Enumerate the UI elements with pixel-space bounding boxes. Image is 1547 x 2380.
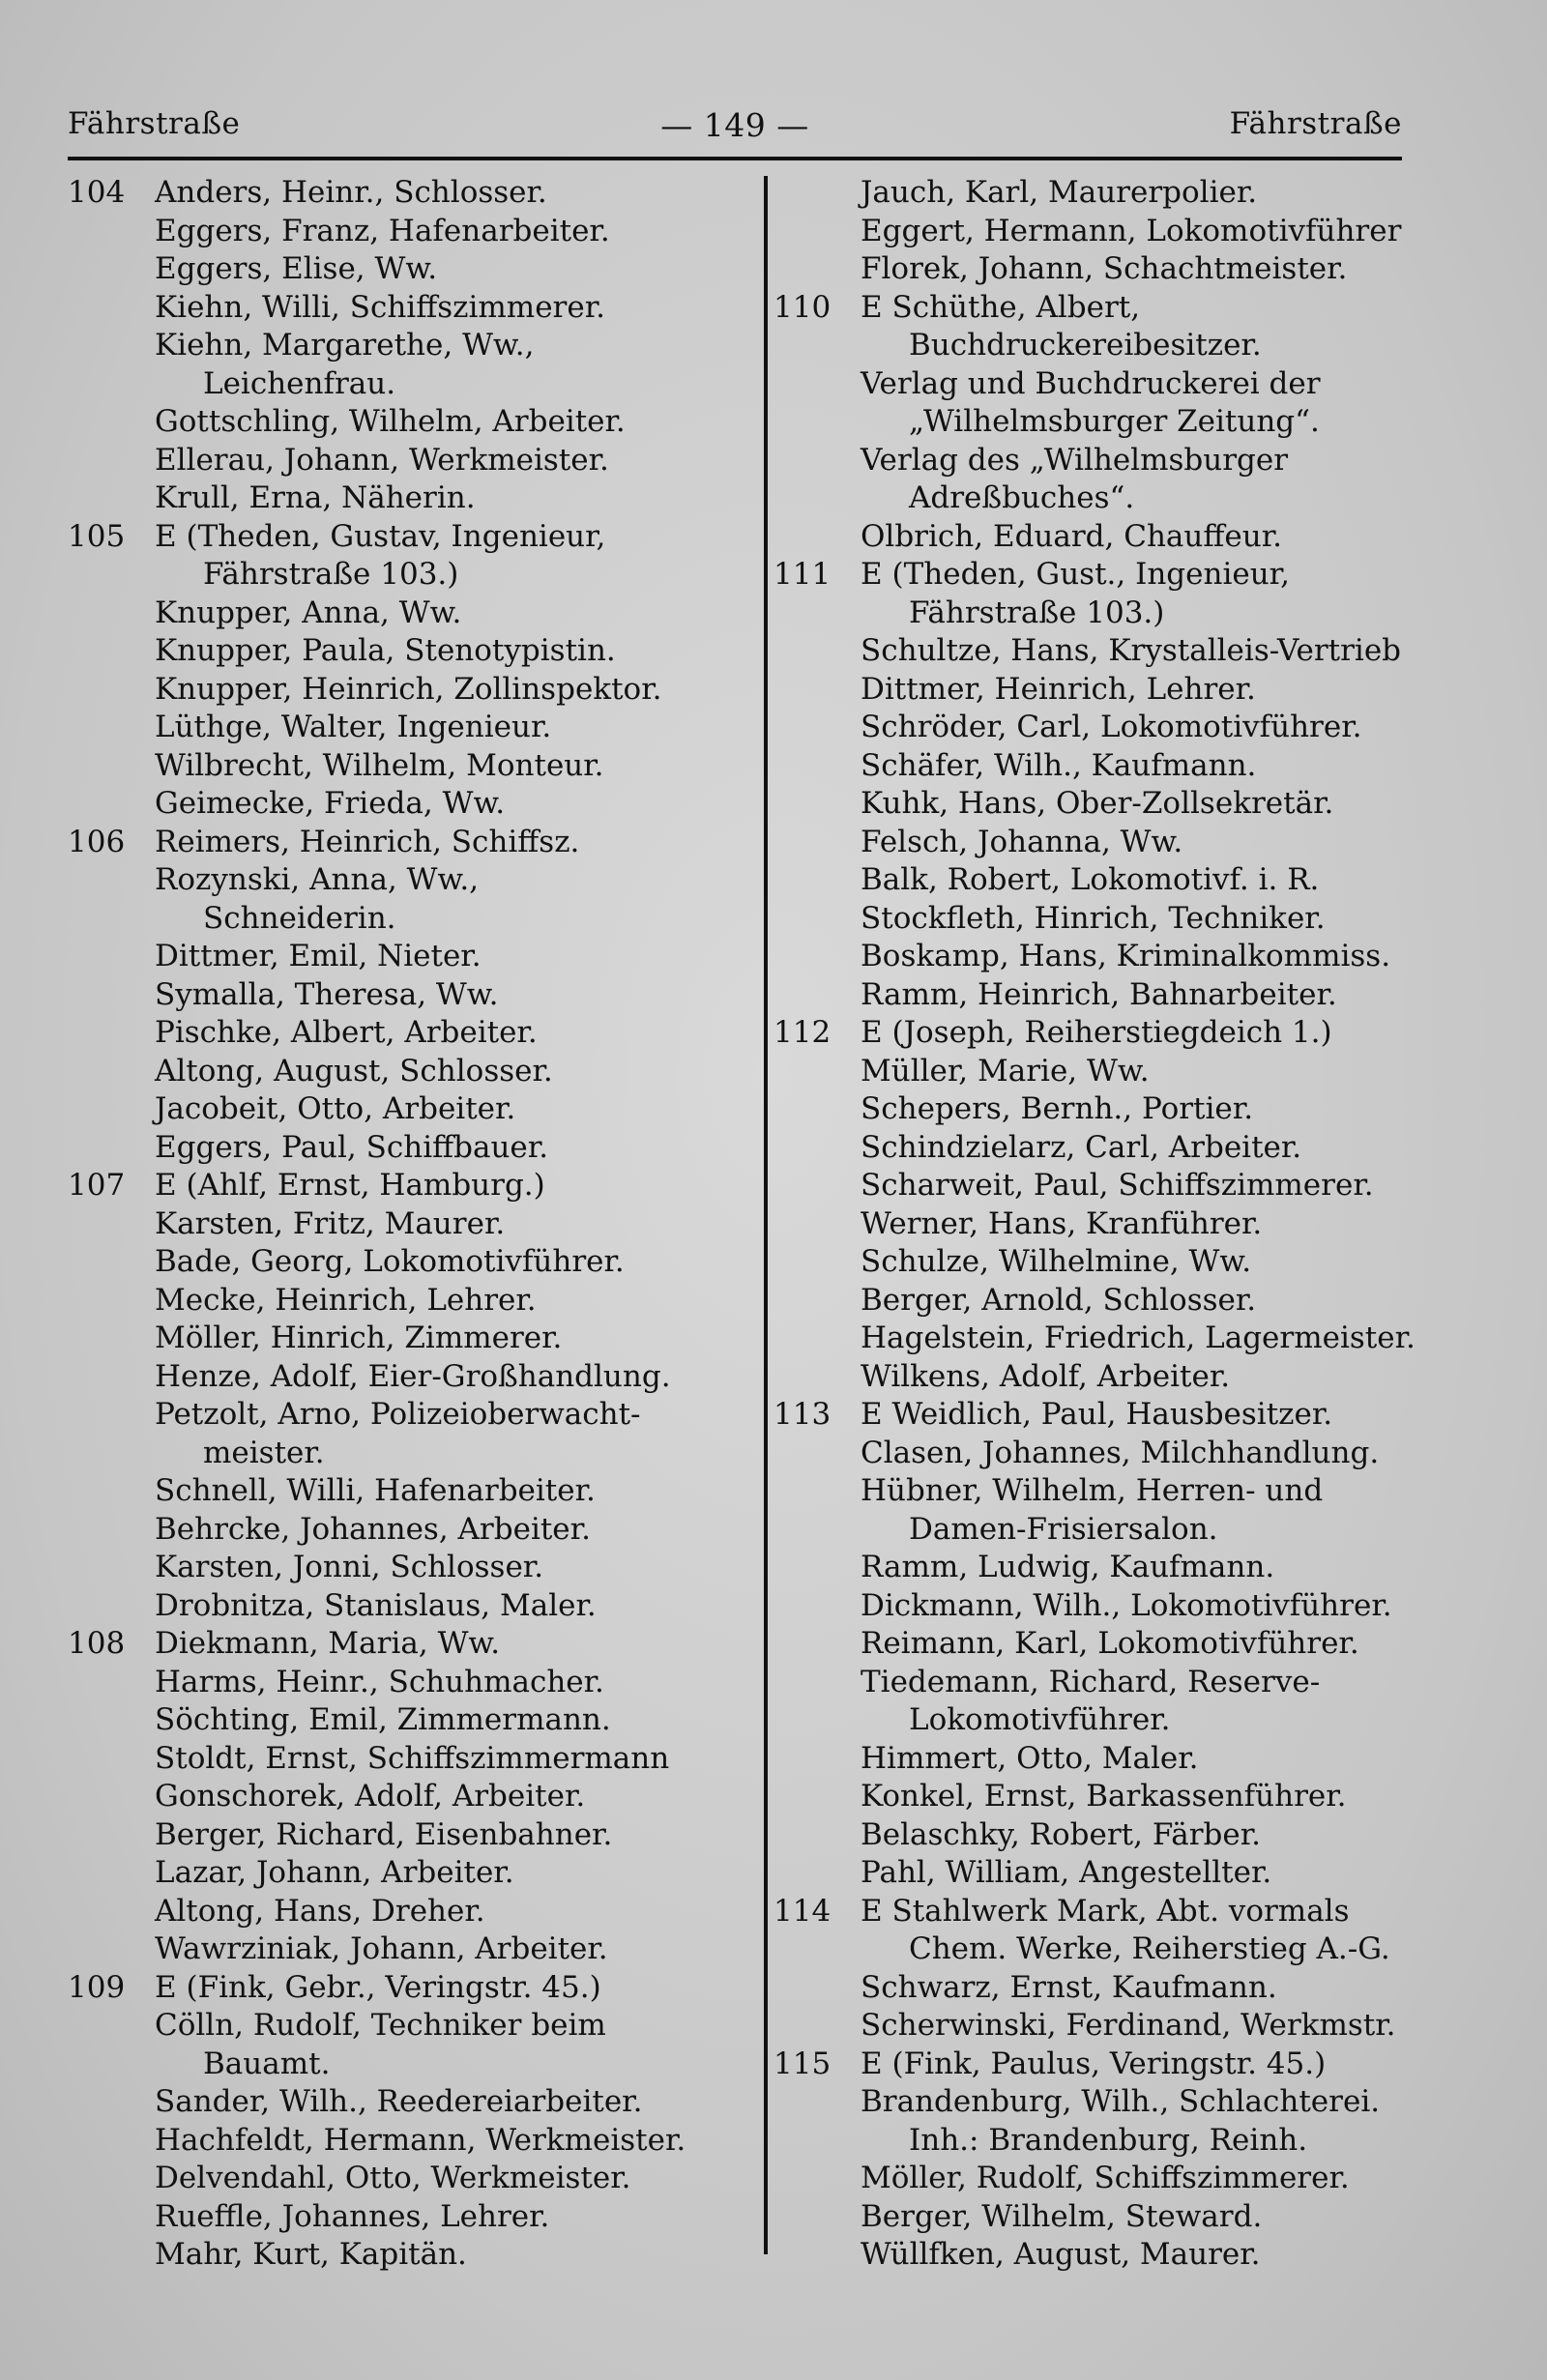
entry-text: Boskamp, Hans, Kriminalkommiss. <box>861 939 1391 973</box>
directory-entry <box>68 1243 754 1282</box>
directory-entry <box>774 1511 1402 1550</box>
directory-entry <box>774 861 1402 900</box>
entry-text: Eggers, Elise, Ww. <box>155 251 438 286</box>
house-number: 111 <box>774 557 832 592</box>
directory-entry <box>774 1854 1402 1893</box>
entry-text: Schröder, Carl, Lokomotivführer. <box>861 710 1362 744</box>
entry-text: Berger, Arnold, Schlosser. <box>861 1282 1257 1318</box>
entry-text: Pischke, Albert, Arbeiter. <box>155 1015 538 1050</box>
entry-text: Lazar, Johann, Arbeiter. <box>155 1855 514 1890</box>
directory-entry <box>68 938 754 976</box>
entry-text: Pahl, William, Angestellter. <box>861 1855 1272 1890</box>
entry-text: Scharweit, Paul, Schiffszimmerer. <box>861 1168 1374 1203</box>
directory-entry <box>68 1930 754 1969</box>
entry-text: Krull, Erna, Näherin. <box>155 480 476 515</box>
directory-entry <box>68 442 754 480</box>
directory-entry <box>774 632 1402 671</box>
directory-entry <box>774 1625 1402 1664</box>
directory-entry <box>774 1282 1402 1321</box>
entry-text: Drobnitza, Stanislaus, Maler. <box>155 1587 597 1623</box>
directory-entry <box>68 1205 754 1244</box>
entry-text: Lokomotivführer. <box>909 1702 1171 1737</box>
directory-entry <box>774 250 1402 289</box>
entry-text: Dittmer, Heinrich, Lehrer. <box>861 671 1256 707</box>
entry-text: Jacobeit, Otto, Arbeiter. <box>155 1091 516 1126</box>
page-number: — 149 — <box>660 106 809 144</box>
house-number: 115 <box>774 2046 832 2081</box>
directory-entry <box>774 1167 1402 1205</box>
directory-entry <box>68 709 754 747</box>
entry-text: Schulze, Wilhelmine, Ww. <box>861 1244 1252 1279</box>
entry-text: Rozynski, Anna, Ww., <box>155 862 480 897</box>
directory-entry <box>774 1816 1402 1855</box>
entry-text: Wawrziniak, Johann, Arbeiter. <box>155 1931 608 1966</box>
directory-entry <box>774 1969 1402 2008</box>
entry-text: Olbrich, Eduard, Chauffeur. <box>861 518 1282 554</box>
directory-entry <box>774 824 1402 862</box>
entry-text: Altong, August, Schlosser. <box>155 1053 553 1088</box>
entry-text: Knupper, Paula, Stenotypistin. <box>155 633 616 668</box>
directory-entry <box>774 442 1402 480</box>
entry-text: Symalla, Theresa, Ww. <box>155 976 499 1012</box>
directory-entry <box>68 747 754 786</box>
entry-text: Möller, Rudolf, Schiffszimmerer. <box>861 2161 1350 2195</box>
directory-entry <box>68 1435 754 1473</box>
directory-entry <box>774 1930 1402 1969</box>
entry-text: Rueffle, Johannes, Lehrer. <box>155 2198 550 2234</box>
entry-text: Berger, Wilhelm, Steward. <box>861 2198 1263 2234</box>
entry-text: Wilkens, Adolf, Arbeiter. <box>861 1358 1231 1394</box>
entry-text: Stockfleth, Hinrich, Techniker. <box>861 900 1326 936</box>
entry-text: Petzolt, Arno, Polizeioberwacht- <box>155 1397 641 1432</box>
entry-text: Ramm, Ludwig, Kaufmann. <box>861 1550 1275 1584</box>
directory-entry <box>774 747 1402 786</box>
directory-entry <box>68 2236 754 2275</box>
directory-entry <box>774 1549 1402 1587</box>
house-number: 110 <box>774 289 832 325</box>
directory-entry <box>68 365 754 404</box>
directory-entry <box>68 785 754 824</box>
right-column <box>774 174 1416 2275</box>
directory-entry <box>774 289 1402 328</box>
entry-text: Sander, Wilh., Reedereiarbeiter. <box>155 2084 643 2119</box>
entry-text: meister. <box>203 1435 325 1470</box>
entry-text: Schepers, Bernh., Portier. <box>861 1091 1254 1126</box>
directory-entry <box>774 785 1402 824</box>
directory-entry <box>774 2236 1402 2275</box>
directory-entry <box>774 2007 1402 2046</box>
entry-text: E Stahlwerk Mark, Abt. vormals <box>861 1893 1350 1929</box>
house-number: 114 <box>774 1893 832 1929</box>
directory-entry <box>774 595 1402 633</box>
entry-text: Reimers, Heinrich, Schiffsz. <box>155 824 580 859</box>
directory-entry <box>68 1778 754 1816</box>
directory-entry <box>68 1167 754 1205</box>
directory-entry <box>774 2198 1402 2237</box>
house-number: 105 <box>68 518 126 554</box>
entry-text: Jauch, Karl, Maurerpolier. <box>861 175 1258 210</box>
directory-entry <box>774 1090 1402 1129</box>
directory-entry <box>774 403 1402 442</box>
directory-entry <box>68 213 754 251</box>
house-number: 104 <box>68 175 126 210</box>
entry-text: Schneiderin. <box>203 900 396 936</box>
directory-entry <box>68 1129 754 1168</box>
entry-text: E (Fink, Paulus, Veringstr. 45.) <box>861 2046 1327 2081</box>
header-street-left: Fährstraße <box>68 106 241 141</box>
directory-entry <box>68 556 754 595</box>
entry-text: Chem. Werke, Reiherstieg A.-G. <box>909 1931 1390 1966</box>
directory-entry <box>68 250 754 289</box>
house-number: 106 <box>68 824 126 859</box>
directory-entry <box>774 1129 1402 1168</box>
entry-text: Eggers, Paul, Schiffbauer. <box>155 1129 549 1165</box>
directory-entry <box>68 2083 754 2122</box>
directory-entry <box>68 1282 754 1321</box>
entry-text: Knupper, Anna, Ww. <box>155 595 462 630</box>
entry-text: Werner, Hans, Kranführer. <box>861 1205 1263 1241</box>
directory-entry <box>68 403 754 442</box>
entry-text: Clasen, Johannes, Milchhandlung. <box>861 1435 1380 1470</box>
directory-entry <box>68 2122 754 2161</box>
entry-text: Geimecke, Frieda, Ww. <box>155 786 506 821</box>
directory-entry <box>774 518 1402 557</box>
directory-entry <box>774 327 1402 365</box>
entry-text: Himmert, Otto, Maler. <box>861 1740 1199 1776</box>
entry-text: Karsten, Fritz, Maurer. <box>155 1205 506 1241</box>
entry-text: Schindzielarz, Carl, Arbeiter. <box>861 1129 1302 1165</box>
entry-text: E (Joseph, Reiherstiegdeich 1.) <box>861 1015 1332 1050</box>
directory-entry <box>68 1511 754 1550</box>
directory-entry <box>774 1396 1402 1435</box>
directory-entry <box>68 595 754 633</box>
entry-text: Kuhk, Hans, Ober-Zollsekretär. <box>861 786 1334 821</box>
entry-text: Wüllfken, August, Maurer. <box>861 2237 1261 2272</box>
directory-entry <box>68 1053 754 1091</box>
entry-text: Hübner, Wilhelm, Herren- und <box>861 1473 1324 1508</box>
directory-entry <box>68 1396 754 1435</box>
directory-entry <box>68 1854 754 1893</box>
entry-text: Eggers, Franz, Hafenarbeiter. <box>155 213 610 248</box>
directory-entry <box>774 1435 1402 1473</box>
house-number: 107 <box>68 1168 126 1203</box>
entry-text: Bauamt. <box>203 2046 331 2081</box>
directory-entry <box>68 174 754 213</box>
directory-entry <box>774 213 1402 251</box>
entry-text: Altong, Hans, Dreher. <box>155 1893 485 1929</box>
entry-text: Verlag des „Wilhelmsburger <box>861 442 1289 478</box>
entry-text: Harms, Heinr., Schuhmacher. <box>155 1664 604 1699</box>
directory-entry <box>68 671 754 710</box>
entry-text: Möller, Hinrich, Zimmerer. <box>155 1321 563 1355</box>
entry-text: E Weidlich, Paul, Hausbesitzer. <box>861 1397 1333 1432</box>
directory-entry <box>774 2046 1402 2084</box>
entry-text: Cölln, Rudolf, Techniker beim <box>155 2008 606 2043</box>
directory-entry <box>774 900 1402 939</box>
entry-text: Müller, Marie, Ww. <box>861 1053 1150 1088</box>
directory-entry <box>774 174 1402 213</box>
column-separator <box>764 176 768 2254</box>
directory-entry <box>68 327 754 365</box>
directory-entry <box>68 1014 754 1053</box>
page-header <box>68 106 1402 149</box>
directory-entry <box>68 1358 754 1397</box>
entry-text: Behrcke, Johannes, Arbeiter. <box>155 1511 591 1547</box>
directory-entry <box>774 1014 1402 1053</box>
directory-entry <box>774 2083 1402 2122</box>
entry-text: „Wilhelmsburger Zeitung“. <box>909 404 1320 439</box>
entry-text: Kiehn, Willi, Schiffszimmerer. <box>155 289 605 325</box>
directory-entry <box>68 289 754 328</box>
directory-entry <box>774 365 1402 404</box>
entry-text: Söchting, Emil, Zimmermann. <box>155 1702 611 1737</box>
directory-entry <box>774 1587 1402 1626</box>
directory-entry <box>68 1664 754 1702</box>
house-number: 108 <box>68 1626 126 1661</box>
entry-text: Kiehn, Margarethe, Ww., <box>155 328 535 363</box>
entry-text: Schäfer, Wilh., Kaufmann. <box>861 747 1257 783</box>
directory-entry <box>68 1740 754 1779</box>
directory-entry <box>68 2046 754 2084</box>
directory-entry <box>774 976 1402 1015</box>
entry-text: E Schüthe, Albert, <box>861 289 1141 325</box>
directory-entry <box>774 938 1402 976</box>
entry-text: Inh.: Brandenburg, Reinh. <box>909 2122 1308 2158</box>
entry-text: Balk, Robert, Lokomotivf. i. R. <box>861 862 1320 897</box>
entry-text: Stoldt, Ernst, Schiffszimmermann <box>155 1740 670 1776</box>
directory-entry <box>774 1320 1416 1358</box>
directory-entry <box>774 1243 1402 1282</box>
directory-entry <box>774 1205 1402 1244</box>
entry-text: Gonschorek, Adolf, Arbeiter. <box>155 1779 586 1814</box>
entry-text: Mecke, Heinrich, Lehrer. <box>155 1282 537 1318</box>
entry-text: Adreßbuches“. <box>909 480 1135 515</box>
entry-text: Ramm, Heinrich, Bahnarbeiter. <box>861 976 1337 1012</box>
entry-text: Verlag und Buchdruckerei der <box>861 365 1321 401</box>
entry-text: E (Theden, Gustav, Ingenieur, <box>155 518 606 554</box>
entry-text: Damen-Frisiersalon. <box>909 1511 1218 1547</box>
directory-entry <box>774 671 1402 710</box>
entry-text: Brandenburg, Wilh., Schlachterei. <box>861 2084 1381 2119</box>
entry-text: Konkel, Ernst, Barkassenführer. <box>861 1779 1347 1814</box>
entry-text: E (Theden, Gust., Ingenieur, <box>861 557 1290 592</box>
directory-entry <box>774 1893 1402 1931</box>
entry-text: Florek, Johann, Schachtmeister. <box>861 251 1348 286</box>
directory-entry <box>68 1090 754 1129</box>
entry-text: Scherwinski, Ferdinand, Werkmstr. <box>861 2008 1396 2043</box>
entry-text: Ellerau, Johann, Werkmeister. <box>155 442 609 478</box>
directory-entry <box>774 1664 1402 1702</box>
directory-entry <box>774 1778 1402 1816</box>
directory-entry <box>68 1625 754 1664</box>
entry-text: Hachfeldt, Hermann, Werkmeister. <box>155 2122 686 2158</box>
entry-text: Eggert, Hermann, Lokomotivführer <box>861 213 1402 248</box>
house-number: 112 <box>774 1015 832 1050</box>
directory-entry <box>68 824 754 862</box>
entry-text: Buchdruckereibesitzer. <box>909 328 1262 363</box>
directory-entry <box>774 2160 1402 2198</box>
entry-text: Wilbrecht, Wilhelm, Monteur. <box>155 747 604 783</box>
entry-text: Knupper, Heinrich, Zollinspektor. <box>155 671 662 707</box>
entry-text: Delvendahl, Otto, Werkmeister. <box>155 2161 631 2195</box>
directory-entry <box>68 1549 754 1587</box>
directory-entry <box>774 709 1402 747</box>
entry-text: Fährstraße 103.) <box>909 595 1165 630</box>
directory-entry <box>774 1740 1402 1779</box>
entry-text: E (Fink, Gebr., Veringstr. 45.) <box>155 1969 601 2005</box>
house-number: 109 <box>68 1969 126 2005</box>
left-column <box>68 174 754 2275</box>
directory-entry <box>774 1472 1402 1511</box>
entry-text: Henze, Adolf, Eier-Großhandlung. <box>155 1358 671 1394</box>
directory-entry <box>774 1701 1402 1740</box>
entry-text: Dittmer, Emil, Nieter. <box>155 939 482 973</box>
directory-entry <box>68 1816 754 1855</box>
header-street-right: Fährstraße <box>1229 106 1402 141</box>
directory-entry <box>774 2122 1402 2161</box>
directory-entry <box>68 1320 754 1358</box>
entry-text: Lüthge, Walter, Ingenieur. <box>155 710 552 744</box>
entry-text: Dickmann, Wilh., Lokomotivführer. <box>861 1587 1392 1623</box>
entry-text: Schultze, Hans, Krystalleis-Vertrieb <box>861 633 1402 668</box>
directory-entry <box>68 518 754 557</box>
directory-entry <box>68 479 754 518</box>
directory-entry <box>68 2160 754 2198</box>
entry-text: Tiedemann, Richard, Reserve- <box>861 1664 1321 1699</box>
entry-text: Diekmann, Maria, Ww. <box>155 1626 501 1661</box>
entry-text: Fährstraße 103.) <box>203 557 459 592</box>
directory-entry <box>68 1969 754 2008</box>
directory-entry <box>68 900 754 939</box>
entry-text: E (Ahlf, Ernst, Hamburg.) <box>155 1168 545 1203</box>
entry-text: Berger, Richard, Eisenbahner. <box>155 1816 613 1852</box>
entry-text: Mahr, Kurt, Kapitän. <box>155 2237 467 2272</box>
directory-entry <box>68 1893 754 1931</box>
directory-entry <box>68 976 754 1015</box>
entry-text: Schnell, Willi, Hafenarbeiter. <box>155 1473 596 1508</box>
directory-entry <box>68 1701 754 1740</box>
directory-entry <box>68 2007 754 2046</box>
entry-text: Leichenfrau. <box>203 365 396 401</box>
directory-entry <box>68 632 754 671</box>
entry-text: Reimann, Karl, Lokomotivführer. <box>861 1626 1359 1661</box>
directory-entry <box>68 1587 754 1626</box>
entry-text: Karsten, Jonni, Schlosser. <box>155 1550 544 1584</box>
directory-entry <box>68 2198 754 2237</box>
directory-entry <box>774 556 1402 595</box>
entry-text: Gottschling, Wilhelm, Arbeiter. <box>155 404 626 439</box>
directory-entry <box>774 1053 1402 1091</box>
entry-text: Belaschky, Robert, Färber. <box>861 1816 1261 1852</box>
directory-entry <box>774 479 1402 518</box>
directory-entry <box>68 861 754 900</box>
directory-entry <box>68 1472 754 1511</box>
entry-text: Felsch, Johanna, Ww. <box>861 824 1183 859</box>
house-number: 113 <box>774 1397 832 1432</box>
entry-text: Schwarz, Ernst, Kaufmann. <box>861 1969 1277 2005</box>
directory-entry <box>774 1358 1402 1397</box>
entry-text: Bade, Georg, Lokomotivführer. <box>155 1244 625 1279</box>
header-rule <box>68 157 1402 160</box>
entry-text: Hagelstein, Friedrich, Lagermeister. <box>861 1321 1416 1355</box>
entry-text: Anders, Heinr., Schlosser. <box>155 175 547 210</box>
